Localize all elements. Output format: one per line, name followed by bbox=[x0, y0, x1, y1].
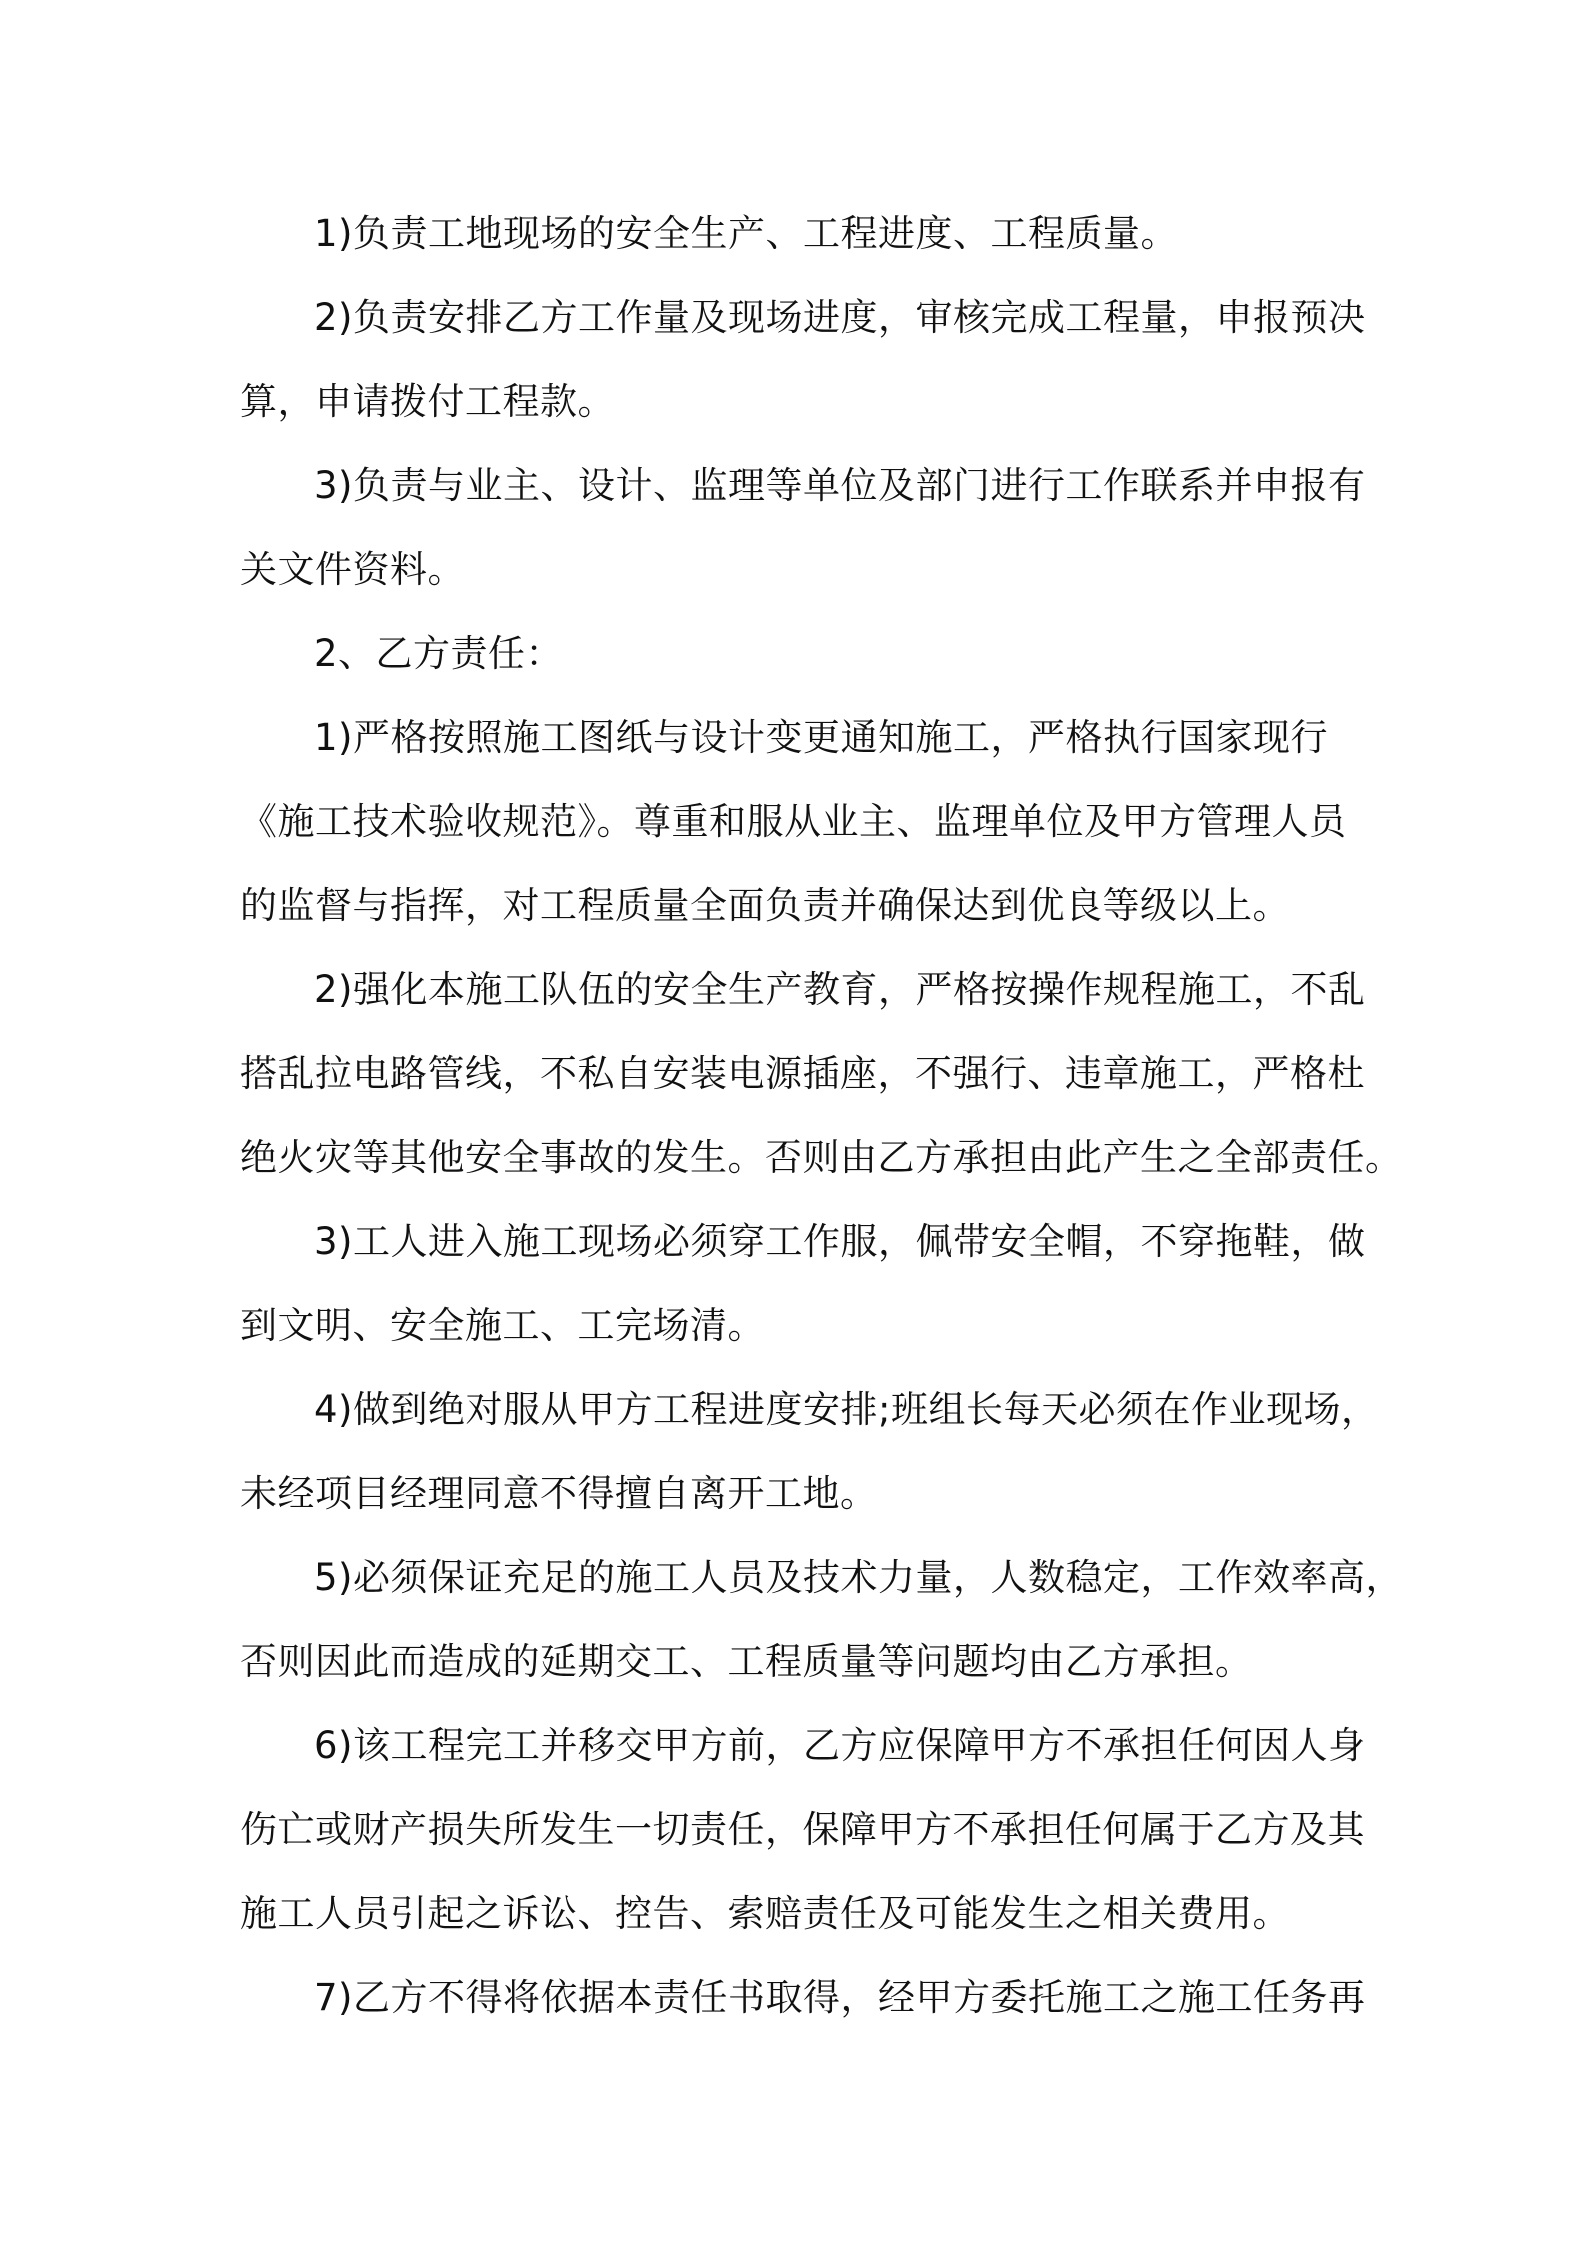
paragraph-line: 5)必须保证充足的施工人员及技术力量，人数稳定，工作效率高， bbox=[314, 1556, 1403, 1599]
paragraph-line: 2、乙方责任： bbox=[314, 632, 564, 675]
paragraph-line: 6)该工程完工并移交甲方前，乙方应保障甲方不承担任何因人身 bbox=[314, 1724, 1366, 1767]
paragraph bbox=[240, 1536, 1403, 1704]
paragraph-line: 到文明、安全施工、工完场清。 bbox=[240, 1304, 765, 1347]
paragraph bbox=[240, 612, 1360, 696]
paragraph-line: 3)负责与业主、设计、监理等单位及部门进行工作联系并申报有 bbox=[314, 464, 1366, 507]
paragraph bbox=[240, 1200, 1366, 1368]
paragraph bbox=[240, 948, 1403, 1200]
document-body bbox=[240, 192, 1403, 2040]
paragraph-line: 1)负责工地现场的安全生产、工程进度、工程质量。 bbox=[314, 212, 1178, 255]
paragraph-line: 否则因此而造成的延期交工、工程质量等问题均由乙方承担。 bbox=[240, 1640, 1253, 1683]
paragraph bbox=[240, 192, 1360, 276]
paragraph-line: 搭乱拉电路管线，不私自安装电源插座，不强行、违章施工，严格杜 bbox=[240, 1052, 1365, 1095]
paragraph bbox=[240, 1704, 1366, 1956]
paragraph-line: 7)乙方不得将依据本责任书取得，经甲方委托施工之施工任务再 bbox=[314, 1976, 1366, 2019]
paragraph-line: 3)工人进入施工现场必须穿工作服，佩带安全帽，不穿拖鞋，做 bbox=[314, 1220, 1366, 1263]
paragraph-line: 1)严格按照施工图纸与设计变更通知施工，严格执行国家现行 bbox=[314, 716, 1328, 759]
paragraph-line: 绝火灾等其他安全事故的发生。否则由乙方承担由此产生之全部责任。 bbox=[240, 1136, 1403, 1179]
paragraph-line: 伤亡或财产损失所发生一切责任，保障甲方不承担任何属于乙方及其 bbox=[240, 1808, 1365, 1851]
paragraph-line: 《施工技术验收规范》。尊重和服从业主、监理单位及甲方管理人员 bbox=[240, 800, 1347, 843]
paragraph-line: 2)负责安排乙方工作量及现场进度，审核完成工程量，申报预决 bbox=[314, 296, 1366, 339]
paragraph-line: 未经项目经理同意不得擅自离开工地。 bbox=[240, 1472, 878, 1515]
paragraph bbox=[240, 1368, 1379, 1536]
paragraph-line: 4)做到绝对服从甲方工程进度安排;班组长每天必须在作业现场， bbox=[314, 1388, 1379, 1431]
paragraph bbox=[240, 276, 1366, 444]
paragraph-line: 算，申请拨付工程款。 bbox=[240, 380, 615, 423]
paragraph bbox=[240, 1956, 1366, 2040]
paragraph bbox=[240, 444, 1366, 612]
paragraph-line: 关文件资料。 bbox=[240, 548, 465, 591]
paragraph-line: 2)强化本施工队伍的安全生产教育，严格按操作规程施工，不乱 bbox=[314, 968, 1366, 1011]
paragraph-line: 的监督与指挥，对工程质量全面负责并确保达到优良等级以上。 bbox=[240, 884, 1290, 927]
paragraph bbox=[240, 696, 1360, 948]
paragraph-line: 施工人员引起之诉讼、控告、索赔责任及可能发生之相关费用。 bbox=[240, 1892, 1290, 1935]
